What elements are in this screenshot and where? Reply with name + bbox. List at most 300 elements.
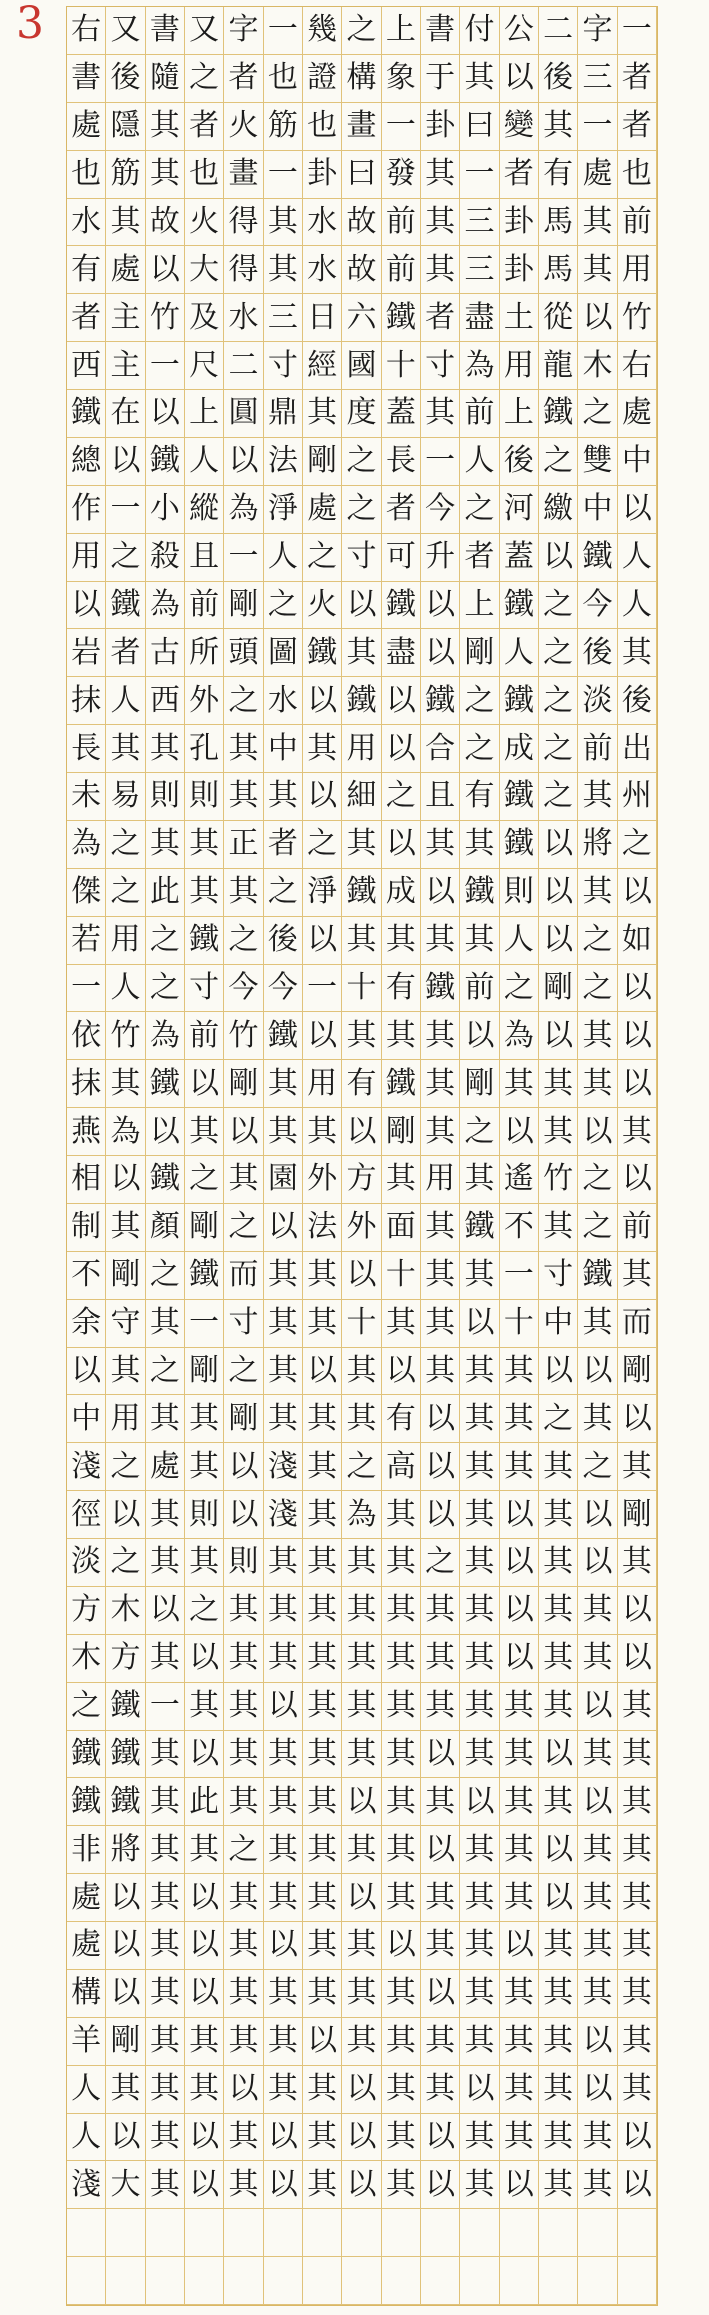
grid-cell: 以 [618,965,657,1013]
grid-cell: 其 [264,773,303,821]
grid-cell: 故 [146,199,185,247]
grid-cell: 鐵 [421,677,460,725]
grid-cell: 縱 [185,486,224,534]
grid-cell: 成 [500,725,539,773]
grid-cell: 處 [106,246,145,294]
grid-cell: 以 [421,582,460,630]
grid-cell: 淺 [67,1443,106,1491]
grid-cell: 者 [460,534,499,582]
grid-cell: 出 [618,725,657,773]
grid-cell: 以 [185,2114,224,2162]
grid-cell: 其 [382,2018,421,2066]
grid-cell: 之 [146,1348,185,1396]
grid-cell: 其 [500,2018,539,2066]
grid-cell: 以 [421,1731,460,1779]
grid-cell: 其 [578,246,617,294]
grid-cell: 以 [264,1683,303,1731]
grid-cell: 其 [185,1683,224,1731]
grid-cell: 十 [500,1300,539,1348]
grid-cell: 其 [460,1539,499,1587]
grid-cell: 之 [146,917,185,965]
grid-cell: 其 [303,1970,342,2018]
grid-cell: 其 [303,1922,342,1970]
grid-cell: 其 [342,1539,381,1587]
grid-cell: 木 [106,1587,145,1635]
grid-cell: 之 [106,1539,145,1587]
grid-cell: 古 [146,629,185,677]
grid-cell: 其 [303,1395,342,1443]
grid-cell: 其 [578,1970,617,2018]
grid-cell: 曰 [460,103,499,151]
grid-cell: 以 [539,1012,578,1060]
grid-cell: 其 [500,1874,539,1922]
grid-cell: 水 [264,677,303,725]
grid-cell: 變 [500,103,539,151]
grid-cell: 者 [618,55,657,103]
grid-cell: 其 [303,2114,342,2162]
grid-cell: 面 [382,1204,421,1252]
grid-cell: 剛 [618,1491,657,1539]
grid-cell: 其 [578,2161,617,2209]
grid-cell: 上 [185,390,224,438]
grid-cell: 人 [67,2114,106,2162]
grid-cell: 其 [382,1635,421,1683]
grid-cell: 人 [264,534,303,582]
grid-cell: 以 [539,1731,578,1779]
grid-cell: 其 [539,1108,578,1156]
grid-cell: 大 [185,246,224,294]
grid-cell [460,2257,499,2305]
grid-cell: 木 [67,1635,106,1683]
grid-cell: 其 [618,1778,657,1826]
grid-cell: 高 [382,1443,421,1491]
grid-cell: 用 [303,1060,342,1108]
grid-cell: 竹 [539,1156,578,1204]
grid-cell: 其 [460,1156,499,1204]
grid-cell: 其 [264,1108,303,1156]
grid-cell: 其 [460,1491,499,1539]
grid-cell: 以 [460,1012,499,1060]
grid-cell: 以 [421,869,460,917]
grid-cell: 其 [382,2066,421,2114]
grid-cell [500,2257,539,2305]
grid-cell: 其 [421,1348,460,1396]
grid-cell: 其 [146,1826,185,1874]
grid-cell: 之 [146,1252,185,1300]
grid-cell: 其 [500,1443,539,1491]
grid-cell: 鐵 [67,1731,106,1779]
grid-cell: 之 [342,7,381,55]
grid-cell: 為 [224,486,263,534]
grid-cell: 其 [342,1922,381,1970]
grid-cell: 二 [539,7,578,55]
grid-cell: 構 [342,55,381,103]
grid-cell: 其 [342,1826,381,1874]
grid-cell: 大 [106,2161,145,2209]
grid-cell: 處 [578,151,617,199]
grid-cell: 其 [264,1348,303,1396]
grid-cell: 者 [264,821,303,869]
grid-cell: 于 [421,55,460,103]
grid-cell: 畫 [342,103,381,151]
grid-cell: 鐵 [106,582,145,630]
grid-cell: 一 [303,965,342,1013]
grid-cell: 其 [460,1348,499,1396]
grid-cell: 以 [618,1156,657,1204]
grid-cell: 以 [224,1108,263,1156]
grid-cell [146,2209,185,2257]
grid-cell: 以 [382,821,421,869]
grid-cell: 其 [303,725,342,773]
grid-cell: 二 [224,342,263,390]
grid-cell: 鐵 [500,773,539,821]
grid-cell: 以 [421,1970,460,2018]
grid-cell: 不 [500,1204,539,1252]
grid-cell: 一 [185,1300,224,1348]
grid-cell: 書 [67,55,106,103]
grid-cell: 其 [460,1443,499,1491]
grid-cell: 以 [618,1587,657,1635]
grid-cell: 鐵 [146,438,185,486]
grid-cell: 其 [618,2018,657,2066]
grid-cell: 此 [146,869,185,917]
grid-cell: 人 [460,438,499,486]
grid-cell: 其 [146,821,185,869]
grid-cell: 其 [146,1922,185,1970]
grid-cell: 以 [421,1826,460,1874]
grid-cell: 剛 [106,1252,145,1300]
grid-cell: 後 [618,677,657,725]
grid-cell: 卦 [303,151,342,199]
grid-cell: 今 [224,965,263,1013]
grid-cell: 也 [185,151,224,199]
grid-cell: 成 [382,869,421,917]
grid-cell: 將 [106,1826,145,1874]
grid-cell: 則 [224,1539,263,1587]
grid-cell: 鐵 [67,1778,106,1826]
grid-cell: 其 [224,2161,263,2209]
grid-cell: 其 [618,629,657,677]
grid-cell: 法 [264,438,303,486]
grid-cell: 以 [578,1491,617,1539]
grid-cell: 今 [578,582,617,630]
grid-cell: 證 [303,55,342,103]
grid-cell: 以 [421,1443,460,1491]
grid-cell: 其 [264,1395,303,1443]
grid-cell: 之 [618,821,657,869]
grid-cell: 燕 [67,1108,106,1156]
grid-cell: 細 [342,773,381,821]
grid-cell: 其 [382,1731,421,1779]
grid-cell [618,2209,657,2257]
grid-cell: 之 [224,1826,263,1874]
grid-cell: 其 [460,917,499,965]
grid-cell: 其 [539,2161,578,2209]
grid-cell: 以 [421,629,460,677]
grid-cell: 之 [460,725,499,773]
grid-cell: 故 [342,246,381,294]
grid-cell [264,2257,303,2305]
grid-cell: 以 [342,582,381,630]
grid-cell: 處 [67,1922,106,1970]
grid-cell: 處 [146,1443,185,1491]
grid-cell: 其 [146,2018,185,2066]
grid-cell: 剛 [185,1204,224,1252]
grid-cell: 以 [460,1300,499,1348]
grid-cell: 其 [224,1156,263,1204]
grid-cell: 之 [342,1443,381,1491]
grid-cell: 中 [539,1300,578,1348]
grid-cell: 水 [224,294,263,342]
grid-cell: 以 [421,1491,460,1539]
grid-cell: 之 [106,1443,145,1491]
grid-cell [618,2257,657,2305]
grid-cell: 其 [224,725,263,773]
grid-cell: 字 [224,7,263,55]
grid-cell: 其 [539,1491,578,1539]
grid-cell: 為 [146,1012,185,1060]
grid-cell: 其 [578,1922,617,1970]
grid-cell: 鐵 [578,1252,617,1300]
grid-cell: 其 [146,1731,185,1779]
grid-cell: 以 [618,2114,657,2162]
grid-cell: 其 [224,1683,263,1731]
grid-cell: 其 [303,1778,342,1826]
grid-cell: 其 [539,1204,578,1252]
grid-cell: 其 [539,1635,578,1683]
grid-cell: 其 [106,1060,145,1108]
grid-cell: 發 [382,151,421,199]
grid-cell: 以 [264,1204,303,1252]
grid-cell: 以 [578,2018,617,2066]
grid-cell: 其 [264,2066,303,2114]
grid-cell: 顏 [146,1204,185,1252]
grid-cell: 其 [460,1252,499,1300]
grid-cell: 其 [185,2018,224,2066]
grid-cell: 其 [500,1348,539,1396]
grid-cell: 抹 [67,677,106,725]
grid-cell: 有 [382,1395,421,1443]
grid-cell: 以 [382,725,421,773]
grid-cell: 以 [382,1348,421,1396]
grid-cell: 鐵 [382,294,421,342]
grid-cell: 圖 [264,629,303,677]
grid-cell: 其 [618,1252,657,1300]
grid-cell: 以 [421,2161,460,2209]
grid-cell [539,2209,578,2257]
grid-cell: 之 [224,1204,263,1252]
grid-cell: 以 [618,869,657,917]
grid-cell: 其 [224,1731,263,1779]
grid-cell: 以 [500,1635,539,1683]
grid-cell: 其 [185,1108,224,1156]
grid-cell: 以 [342,1252,381,1300]
grid-cell [185,2257,224,2305]
grid-cell: 以 [578,1539,617,1587]
grid-cell: 其 [578,773,617,821]
grid-cell: 以 [618,1012,657,1060]
grid-cell: 其 [578,1731,617,1779]
grid-cell: 其 [500,1060,539,1108]
grid-cell: 以 [146,1108,185,1156]
grid-cell: 其 [303,1731,342,1779]
grid-cell: 以 [224,1491,263,1539]
grid-cell: 其 [342,1587,381,1635]
grid-cell: 從 [539,294,578,342]
grid-cell: 以 [264,2114,303,2162]
grid-cell: 其 [342,1395,381,1443]
grid-cell: 卦 [500,199,539,247]
grid-cell: 以 [342,2114,381,2162]
grid-cell: 其 [578,1395,617,1443]
grid-cell: 其 [146,151,185,199]
grid-cell: 以 [185,1635,224,1683]
grid-cell: 中 [67,1395,106,1443]
grid-cell: 前 [460,390,499,438]
grid-cell: 其 [460,1874,499,1922]
grid-cell: 之 [539,438,578,486]
grid-cell: 其 [500,1826,539,1874]
grid-cell: 鐵 [303,629,342,677]
grid-cell: 其 [421,1252,460,1300]
grid-cell: 以 [106,2114,145,2162]
grid-cell: 淨 [264,486,303,534]
grid-cell: 以 [539,1874,578,1922]
grid-cell: 土 [500,294,539,342]
grid-cell: 者 [382,486,421,534]
grid-cell: 之 [185,55,224,103]
grid-cell: 其 [303,1491,342,1539]
grid-cell: 外 [303,1156,342,1204]
grid-cell: 隨 [146,55,185,103]
grid-cell: 者 [224,55,263,103]
page-number: 3 [16,0,44,49]
grid-cell: 度 [342,390,381,438]
grid-cell: 西 [146,677,185,725]
grid-cell: 方 [67,1587,106,1635]
grid-cell: 其 [421,1778,460,1826]
grid-cell: 其 [539,2018,578,2066]
grid-cell: 一 [264,7,303,55]
grid-cell: 其 [421,1012,460,1060]
grid-cell: 其 [303,390,342,438]
grid-cell: 之 [264,582,303,630]
grid-cell: 依 [67,1012,106,1060]
grid-cell: 以 [421,2114,460,2162]
grid-cell: 其 [224,1587,263,1635]
grid-cell: 鐵 [539,390,578,438]
grid-cell: 以 [67,1348,106,1396]
grid-cell: 以 [185,1731,224,1779]
grid-cell [185,2209,224,2257]
grid-cell: 其 [224,1635,263,1683]
grid-cell [421,2257,460,2305]
grid-cell: 其 [146,2161,185,2209]
grid-cell: 字 [578,7,617,55]
grid-cell: 剛 [303,438,342,486]
grid-cell: 其 [500,1778,539,1826]
grid-cell: 之 [146,965,185,1013]
grid-cell: 一 [382,103,421,151]
grid-cell: 徑 [67,1491,106,1539]
grid-cell: 其 [264,1731,303,1779]
grid-cell: 而 [224,1252,263,1300]
grid-cell: 剛 [106,2018,145,2066]
grid-cell: 其 [185,1539,224,1587]
grid-cell: 前 [460,965,499,1013]
grid-cell: 十 [342,1300,381,1348]
grid-cell: 其 [106,1204,145,1252]
grid-cell: 以 [185,1922,224,1970]
grid-cell: 其 [539,1587,578,1635]
grid-cell: 其 [539,2066,578,2114]
grid-cell: 得 [224,246,263,294]
grid-cell: 為 [500,1012,539,1060]
grid-cell: 一 [146,342,185,390]
grid-cell: 以 [578,1683,617,1731]
grid-cell: 主 [106,342,145,390]
grid-cell: 以 [460,1778,499,1826]
grid-cell: 其 [618,1874,657,1922]
grid-cell: 以 [185,1874,224,1922]
grid-cell: 以 [618,486,657,534]
grid-cell: 盡 [382,629,421,677]
grid-cell: 象 [382,55,421,103]
grid-cell: 其 [303,1108,342,1156]
grid-cell: 有 [460,773,499,821]
grid-cell: 孔 [185,725,224,773]
grid-cell: 以 [382,677,421,725]
grid-cell: 余 [67,1300,106,1348]
grid-cell: 前 [578,725,617,773]
grid-cell: 以 [185,1060,224,1108]
manuscript-grid [66,6,658,2306]
grid-cell: 其 [421,1587,460,1635]
grid-cell: 其 [539,1970,578,2018]
grid-cell: 其 [578,1635,617,1683]
grid-cell: 其 [264,246,303,294]
grid-cell: 之 [106,821,145,869]
grid-cell: 剛 [460,629,499,677]
grid-cell: 六 [342,294,381,342]
grid-cell: 之 [342,438,381,486]
grid-cell: 其 [421,246,460,294]
grid-cell: 一 [106,486,145,534]
grid-cell: 前 [382,246,421,294]
grid-cell: 則 [185,1491,224,1539]
grid-cell: 十 [382,1252,421,1300]
grid-cell: 其 [342,1635,381,1683]
grid-cell: 其 [303,1683,342,1731]
grid-cell: 長 [382,438,421,486]
grid-cell: 其 [500,1731,539,1779]
grid-cell: 為 [67,821,106,869]
grid-cell: 其 [578,869,617,917]
grid-cell: 寸 [421,342,460,390]
grid-cell: 寸 [539,1252,578,1300]
grid-cell: 以 [67,582,106,630]
grid-cell: 鐵 [500,582,539,630]
grid-cell: 之 [106,534,145,582]
grid-cell: 其 [578,1826,617,1874]
grid-cell: 之 [578,1204,617,1252]
grid-cell: 以 [146,390,185,438]
grid-cell: 其 [106,1348,145,1396]
grid-cell: 之 [382,773,421,821]
grid-cell: 其 [618,1922,657,1970]
grid-cell: 以 [382,1922,421,1970]
grid-cell: 正 [224,821,263,869]
